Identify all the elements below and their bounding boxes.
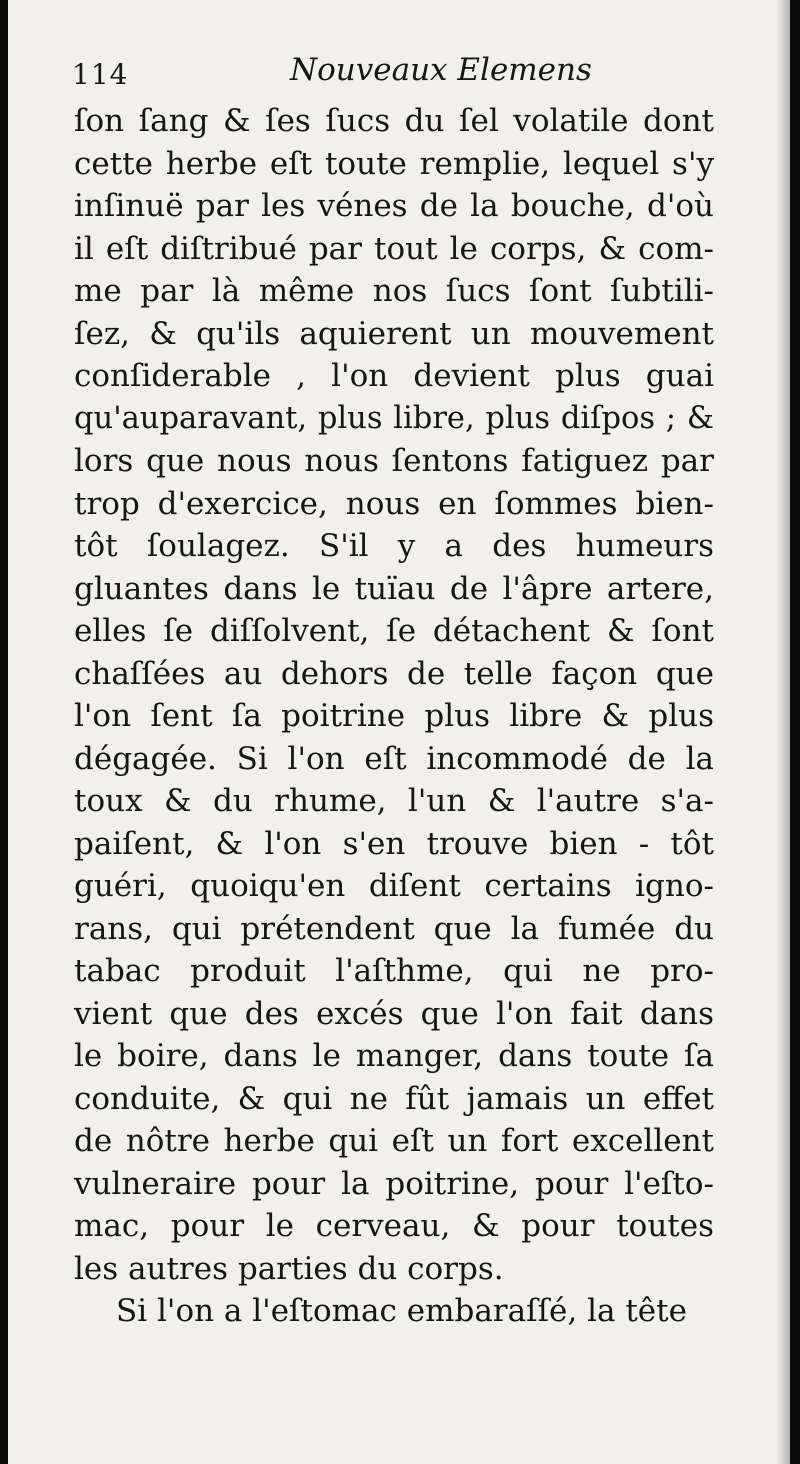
text-line: mac, pour le cerveau, & pour toutes bbox=[74, 1208, 714, 1244]
running-title: Nouveaux Elemens bbox=[290, 52, 592, 88]
text-line: toux & du rhume, l'un & l'autre s'a- bbox=[74, 783, 714, 819]
text-line: rans, qui prétendent que la fumée du bbox=[74, 910, 714, 947]
text-line: l'on ſent ſa poitrine plus libre & plus bbox=[74, 698, 714, 734]
text-line: qu'auparavant, plus libre, plus diſpos ; & bbox=[74, 400, 714, 436]
text-line: tabac produit l'aſthme, qui ne pro- bbox=[74, 953, 714, 989]
text-line: Si l'on a l'eſtomac embaraſſé, la tête bbox=[116, 1293, 687, 1329]
text-line: cette herbe eſt toute remplie, lequel s'y bbox=[74, 145, 714, 182]
text-line: elles ſe diſſolvent, ſe détachent & ſont bbox=[74, 613, 714, 649]
text-line: les autres parties du corps. bbox=[74, 1250, 504, 1287]
text-line: lors que nous nous ſentons fatiguez par bbox=[74, 443, 714, 479]
running-head bbox=[72, 52, 732, 102]
text-line: paiſent, & l'on s'en trouve bien - tôt bbox=[74, 825, 714, 862]
text-line: vulneraire pour la poitrine, pour l'eſto- bbox=[74, 1165, 714, 1202]
body-text bbox=[74, 100, 714, 1333]
text-line: tôt ſoulagez. S'il y a des humeurs bbox=[74, 528, 714, 564]
text-line: inſinuë par les vénes de la bouche, d'où bbox=[74, 188, 714, 224]
text-line: chaſſées au dehors de telle façon que bbox=[74, 655, 714, 692]
book-page bbox=[8, 0, 790, 1464]
text-line: me par là même nos ſucs ſont ſubtili- bbox=[74, 273, 714, 309]
text-line: dégagée. Si l'on eſt incommodé de la bbox=[74, 740, 714, 777]
text-line: conſiderable , l'on devient plus guai bbox=[74, 358, 714, 394]
text-line: le boire, dans le manger, dans toute ſa bbox=[74, 1038, 714, 1074]
text-line: gluantes dans le tuïau de l'âpre artere, bbox=[74, 570, 714, 607]
text-line: de nôtre herbe qui eſt un fort excellent bbox=[74, 1123, 714, 1159]
text-line: trop d'exercice, nous en ſommes bien- bbox=[74, 485, 714, 522]
text-line: guéri, quoiqu'en diſent certains igno- bbox=[74, 868, 714, 904]
text-line: conduite, & qui ne fût jamais un effet bbox=[74, 1080, 714, 1117]
text-line: ſon ſang & ſes ſucs du ſel volatile dont bbox=[74, 103, 714, 139]
text-line: ſez, & qu'ils aquierent un mouvement bbox=[74, 315, 714, 352]
text-line: il eſt diſtribué par tout le corps, & com- bbox=[74, 230, 714, 267]
page-number: 114 bbox=[72, 58, 129, 91]
text-line: vient que des excés que l'on fait dans bbox=[74, 995, 714, 1032]
